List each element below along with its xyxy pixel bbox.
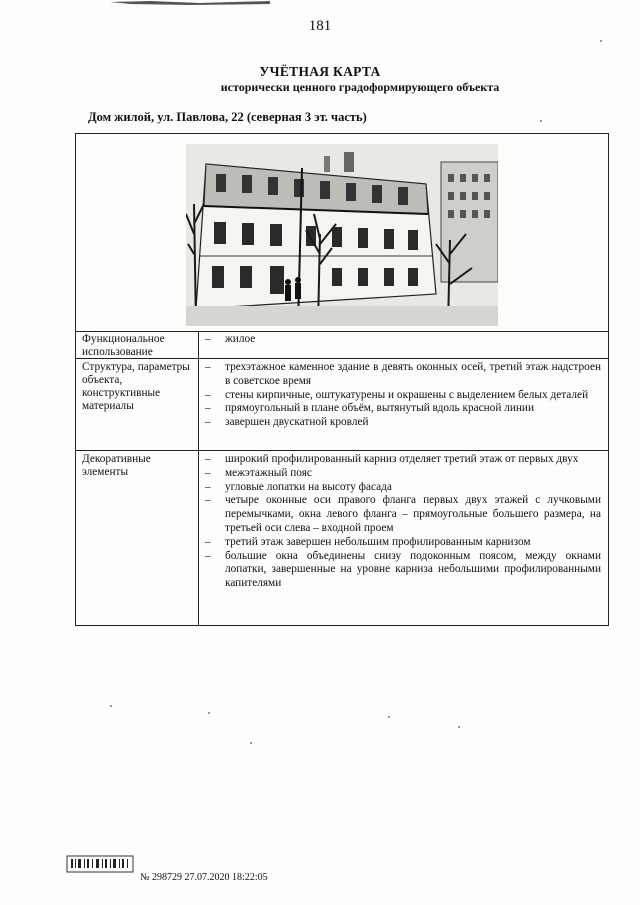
building-photo xyxy=(186,144,498,326)
list-item: – межэтажный пояс xyxy=(205,466,312,479)
page-number: 181 xyxy=(308,18,332,34)
table-row-function xyxy=(76,331,608,359)
scan-speck xyxy=(250,742,252,744)
list-item: – прямоугольный в плане объём, вытянутый вдоль красной линии xyxy=(205,402,535,415)
document-registration-mark: № 298729 27.07.2020 18:22:05 xyxy=(140,872,268,883)
table-row-structure xyxy=(76,359,608,451)
record-card-table xyxy=(75,133,609,626)
column-divider xyxy=(198,359,199,450)
column-divider xyxy=(198,451,199,625)
row-items xyxy=(203,333,601,347)
list-item: – угловые лопатки на высоту фасада xyxy=(205,480,392,493)
scan-speck xyxy=(208,712,210,714)
list-item: – трехэтажное каменное здание в девять оконных осей, третий этаж надстроен в советское время xyxy=(205,361,601,387)
row-items xyxy=(203,361,601,430)
scan-speck xyxy=(600,40,602,42)
scan-speck xyxy=(458,726,460,728)
row-label: Функциональное использование xyxy=(82,333,165,358)
scan-speck xyxy=(110,705,112,707)
list-item: – большие окна объединены снизу подоконным поясом, между окнами лопатки, завершенные на уровне карниза небольшими профилированными капителями xyxy=(205,549,601,590)
document-subtitle: исторически ценного градоформирующего объекта xyxy=(220,80,500,94)
scan-artifact xyxy=(110,0,270,6)
list-item: – четыре оконные оси правого фланга первых двух этажей с лучковыми перемычками, окна левого фланга – прямоугольные большего размера, на третьей оси слева – входной проем xyxy=(205,494,601,534)
list-item: – широкий профилированный карниз отделяет третий этаж от первых двух xyxy=(205,453,579,465)
document-title: УЧЁТНАЯ КАРТА xyxy=(259,64,381,79)
list-item: – жилое xyxy=(205,333,256,345)
row-label: Структура, параметры объекта, конструктивные материалы xyxy=(82,361,190,412)
list-item: – завершен двускатной кровлей xyxy=(205,416,369,429)
row-label: Декоративные элементы xyxy=(82,453,151,478)
object-heading: Дом жилой, ул. Павлова, 22 (северная 3 эт. часть) xyxy=(88,110,367,124)
barcode-stamp xyxy=(66,855,134,873)
list-item: – стены кирпичные, оштукатурены и окрашены с выделением белых деталей xyxy=(205,388,589,401)
row-items xyxy=(203,453,601,591)
column-divider xyxy=(198,331,199,358)
list-item: – третий этаж завершен небольшим профилированным карнизом xyxy=(205,535,531,548)
table-row-decorative xyxy=(76,451,608,625)
scan-speck xyxy=(540,120,542,122)
photo-cell xyxy=(76,134,608,332)
scan-speck xyxy=(388,716,390,718)
